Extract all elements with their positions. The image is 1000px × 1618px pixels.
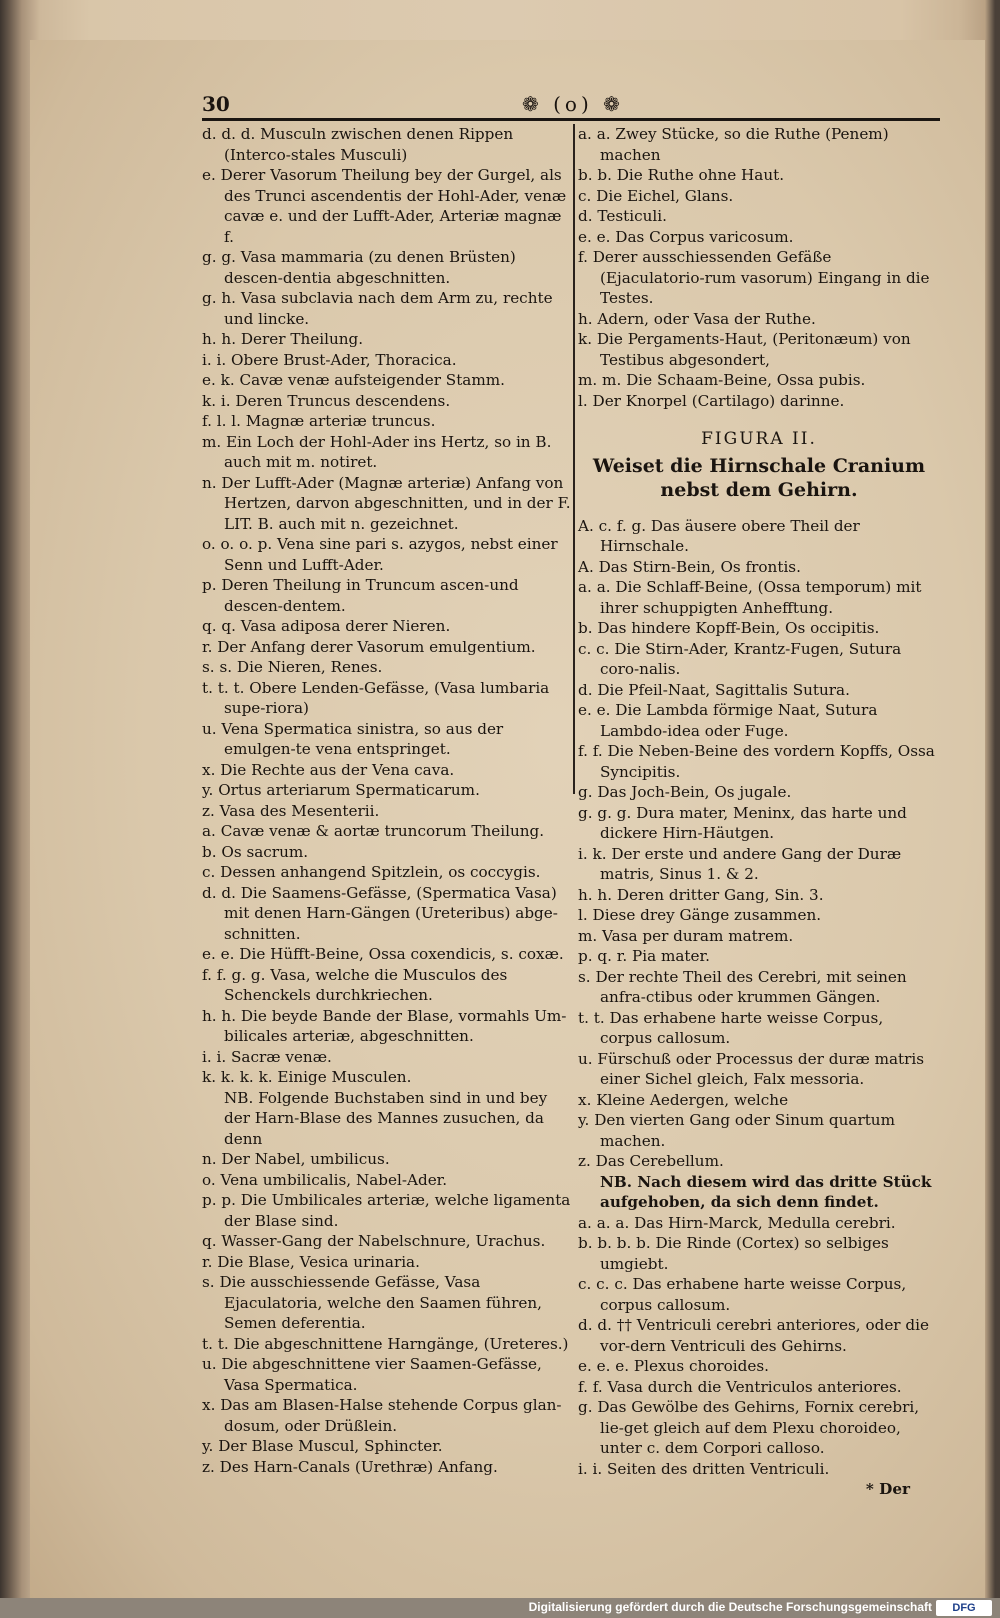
entry-line: r. Die Blase, Vesica urinaria. <box>202 1252 420 1271</box>
entry-line: g. g. g. Dura mater, Meninx, das harte und dickere Hirn-Häutgen. <box>578 803 907 842</box>
left-entries-2 <box>202 1149 574 1477</box>
catchword: * Der <box>865 1480 910 1498</box>
figure-title: FIGURA II. <box>701 429 817 449</box>
header-ornament: ❁ (o) ❁ <box>522 92 624 116</box>
entry-line: k. i. Deren Truncus descendens. <box>202 391 451 410</box>
entry-line: t. t. Die abgeschnittene Harngänge, (Ureteres.) <box>202 1334 569 1353</box>
entry-line: t. t. t. Obere Lenden-Gefässe, (Vasa lumbaria supe-riora) <box>202 678 550 717</box>
entry-line: e. e. Die Lambda förmige Naat, Sutura Lambdo-idea oder Fuge. <box>578 701 878 740</box>
entry-line: p. q. r. Pia mater. <box>578 947 710 965</box>
entry-line: x. Die Rechte aus der Vena cava. <box>202 760 455 779</box>
entry-line: c. Die Eichel, Glans. <box>578 186 734 205</box>
entry-line: u. Vena Spermatica sinistra, so aus der emulgen-te vena entspringet. <box>202 719 504 758</box>
entry-line: s. s. Die Nieren, Renes. <box>202 658 383 676</box>
entry-line: y. Den vierten Gang oder Sinum quartum machen. <box>578 1111 895 1150</box>
figure-subtitle: Weiset die Hirnschale Cranium nebst dem Gehirn. <box>592 454 926 501</box>
entry-line: g. Das Gewölbe des Gehirns, Fornix cerebri, lie-get gleich auf dem Plexu choroideo, unter c. dem Corpori calloso. <box>578 1398 920 1457</box>
entry-line: m. Ein Loch der Hohl-Ader ins Hertz, so in B. auch mit m. notiret. <box>202 432 552 471</box>
entry-line: l. Diese drey Gänge zusammen. <box>578 906 822 924</box>
entry-line: h. h. Deren dritter Gang, Sin. 3. <box>578 885 824 904</box>
entry-line: e. e. e. Plexus choroides. <box>578 1357 769 1375</box>
header-rule <box>202 118 940 121</box>
entry-line: A. c. f. g. Das äusere obere Theil der Hirnschale. <box>578 516 860 555</box>
entry-line: g. Das Joch-Bein, Os jugale. <box>578 783 792 801</box>
entry-line: q. Wasser-Gang der Nabelschnure, Urachus. <box>202 1232 546 1250</box>
right-nota-bene: NB. Nach diesem wird das dritte Stück aufgehoben, da sich denn findet. <box>600 1172 932 1211</box>
entry-line: q. q. Vasa adiposa derer Nieren. <box>202 617 451 635</box>
entry-line: m. Vasa per duram matrem. <box>578 926 794 945</box>
entry-line: b. Das hindere Kopff-Bein, Os occipitis. <box>578 619 880 637</box>
entry-line: a. Cavæ venæ & aortæ truncorum Theilung. <box>202 822 545 840</box>
entry-line: z. Vasa des Mesenterii. <box>202 801 380 820</box>
entry-line: m. m. Die Schaam-Beine, Ossa pubis. <box>578 371 866 389</box>
entry-line: f. f. g. g. Vasa, welche die Musculos des Schenckels durchkriechen. <box>202 965 508 1004</box>
entry-line: f. f. Vasa durch die Ventriculos anteriores. <box>578 1377 902 1396</box>
page-header <box>202 92 937 116</box>
dfg-logo: DFG <box>936 1600 992 1616</box>
entry-line: d. Die Pfeil-Naat, Sagittalis Sutura. <box>578 680 850 699</box>
entry-line: n. Der Nabel, umbilicus. <box>202 1150 390 1168</box>
entry-line: i. i. Seiten des dritten Ventriculi. <box>578 1459 830 1478</box>
entry-line: r. Der Anfang derer Vasorum emulgentium. <box>202 637 536 656</box>
entry-line: c. Dessen anhangend Spitzlein, os coccygis. <box>202 863 541 881</box>
entry-line: a. a. a. Das Hirn-Marck, Medulla cerebri. <box>578 1213 896 1232</box>
entry-line: c. c. Die Stirn-Ader, Krantz-Fugen, Sutura coro-nalis. <box>578 639 902 678</box>
entry-line: u. Fürschuß oder Processus der duræ matris einer Sichel gleich, Falx messoria. <box>578 1049 925 1088</box>
entry-line: i. i. Obere Brust-Ader, Thoracica. <box>202 350 457 369</box>
entry-line: s. Die ausschiessende Gefässe, Vasa Ejaculatoria, welche den Saamen führen, Semen deferentia. <box>202 1273 542 1332</box>
entry-line: d. d. †† Ventriculi cerebri anteriores, oder die vor-dern Ventriculi des Gehirns. <box>578 1316 929 1355</box>
entry-line: b. b. Die Ruthe ohne Haut. <box>578 166 785 184</box>
left-column <box>202 124 574 1477</box>
entry-line: h. h. Die beyde Bande der Blase, vormahls Um-bilicales arteriæ, abgeschnitten. <box>202 1006 567 1045</box>
entry-line: t. t. Das erhabene harte weisse Corpus, corpus callosum. <box>578 1008 884 1047</box>
entry-line: c. c. c. Das erhabene harte weisse Corpus, corpus callosum. <box>578 1275 907 1314</box>
entry-line: k. k. k. k. Einige Musculen. <box>202 1068 412 1086</box>
entry-line: g. h. Vasa subclavia nach dem Arm zu, rechte und lincke. <box>202 289 553 328</box>
entry-line: e. e. Die Hüfft-Beine, Ossa coxendicis, s. coxæ. <box>202 945 564 963</box>
right-entries-2 <box>578 516 940 1172</box>
entry-line: i. i. Sacræ venæ. <box>202 1047 332 1066</box>
entry-line: d. Testiculi. <box>578 207 667 225</box>
entry-line: p. p. Die Umbilicales arteriæ, welche ligamenta der Blase sind. <box>202 1191 571 1230</box>
right-entries-3 <box>578 1213 940 1480</box>
entry-line: d. d. Die Saamens-Gefässe, (Spermatica Vasa) mit denen Harn-Gängen (Ureteribus) abge-schnitten. <box>202 883 558 943</box>
entry-line: e. e. Das Corpus varicosum. <box>578 227 794 246</box>
entry-line: x. Kleine Aedergen, welche <box>578 1090 789 1109</box>
entry-line: e. k. Cavæ venæ aufsteigender Stamm. <box>202 371 505 389</box>
entry-line: d. d. d. Musculn zwischen denen Rippen (Interco-stales Musculi) <box>202 125 514 164</box>
entry-line: i. k. Der erste und andere Gang der Duræ matris, Sinus 1. & 2. <box>578 844 902 883</box>
entry-line: p. Deren Theilung in Truncum ascen-und descen-dentem. <box>202 576 519 615</box>
entry-line: z. Das Cerebellum. <box>578 1152 724 1170</box>
page-number: 30 <box>202 92 230 116</box>
entry-line: e. Derer Vasorum Theilung bey der Gurgel, als des Trunci ascendentis der Hohl-Ader, venæ cavæ e. und der Lufft-Ader, Arteriæ magnæ f. <box>202 166 567 246</box>
entry-line: A. Das Stirn-Bein, Os frontis. <box>578 557 801 576</box>
entry-line: s. Der rechte Theil des Cerebri, mit seinen anfra-ctibus oder krummen Gängen. <box>578 967 907 1006</box>
entry-line: a. a. Die Schlaff-Beine, (Ossa temporum) mit ihrer schuppigten Anhefftung. <box>578 578 922 617</box>
left-entries <box>202 124 574 1088</box>
entry-line: a. a. Zwey Stücke, so die Ruthe (Penem) machen <box>578 125 889 164</box>
entry-line: n. Der Lufft-Ader (Magnæ arteriæ) Anfang von Hertzen, darvon abgeschnitten, und in der F. LIT. B. auch mit n. gezeichnet. <box>202 473 571 533</box>
entry-line: f. l. l. Magnæ arteriæ truncus. <box>202 412 436 430</box>
entry-line: h. Adern, oder Vasa der Ruthe. <box>578 309 816 328</box>
entry-line: f. f. Die Neben-Beine des vordern Kopffs, Ossa Syncipitis. <box>578 742 935 781</box>
entry-line: u. Die abgeschnittene vier Saamen-Gefässe, Vasa Spermatica. <box>202 1355 542 1394</box>
entry-line: y. Der Blase Muscul, Sphincter. <box>202 1437 443 1455</box>
entry-line: z. Des Harn-Canals (Urethræ) Anfang. <box>202 1457 498 1476</box>
entry-line: y. Ortus arteriarum Spermaticarum. <box>202 781 480 799</box>
left-nota-bene: NB. Folgende Buchstaben sind in und bey der Harn-Blase des Mannes zusuchen, da denn <box>224 1088 548 1148</box>
entry-line: b. b. b. b. Die Rinde (Cortex) so selbiges umgiebt. <box>578 1234 889 1273</box>
entry-line: g. g. Vasa mammaria (zu denen Brüsten) descen-dentia abgeschnitten. <box>202 248 516 287</box>
footer-bar <box>0 1598 1000 1618</box>
right-column <box>578 124 940 1500</box>
right-entries <box>578 124 940 411</box>
entry-line: f. Derer ausschiessenden Gefäße (Ejaculatorio-rum vasorum) Eingang in die Testes. <box>578 248 930 307</box>
entry-line: h. h. Derer Theilung. <box>202 330 364 348</box>
entry-line: x. Das am Blasen-Halse stehende Corpus glan-dosum, oder Drüßlein. <box>202 1396 562 1435</box>
entry-line: k. Die Pergaments-Haut, (Peritonæum) von Testibus abgesondert, <box>578 330 911 369</box>
entry-line: l. Der Knorpel (Cartilago) darinne. <box>578 391 845 410</box>
entry-line: o. o. o. p. Vena sine pari s. azygos, nebst einer Senn und Lufft-Ader. <box>202 535 558 574</box>
entry-line: b. Os sacrum. <box>202 842 309 861</box>
entry-line: o. Vena umbilicalis, Nabel-Ader. <box>202 1170 448 1189</box>
footer-credit: Digitalisierung gefördert durch die Deutsche Forschungsgemeinschaft <box>528 1600 932 1614</box>
